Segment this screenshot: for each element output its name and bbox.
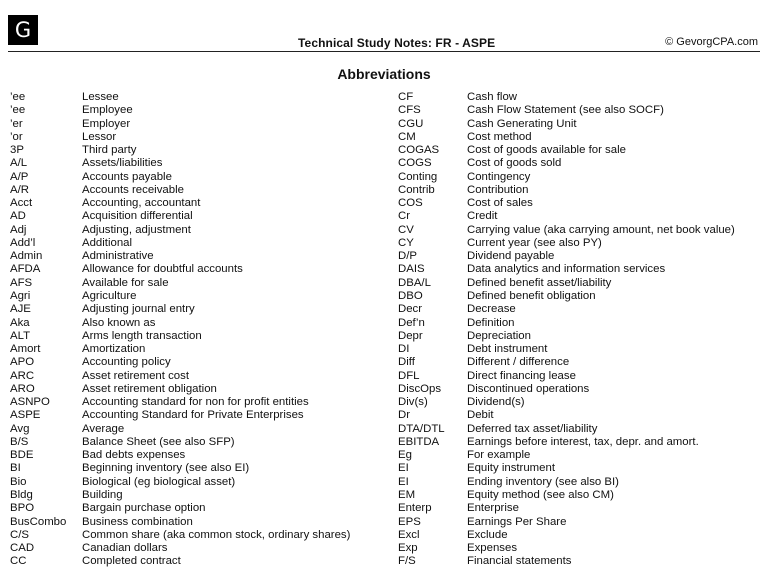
abbreviation-term: Admin	[10, 250, 43, 263]
abbreviation-term: Bldg	[10, 488, 33, 501]
abbreviation-term: AFDA	[10, 263, 41, 276]
abbreviation-row	[398, 91, 763, 104]
abbreviation-row	[10, 131, 380, 144]
abbreviation-definition: Asset retirement obligation	[82, 382, 217, 395]
abbreviation-row	[10, 277, 380, 290]
abbreviation-term: AD	[10, 210, 26, 223]
abbreviation-row	[10, 210, 380, 223]
abbreviation-term: ARC	[10, 369, 35, 382]
abbreviation-row	[398, 303, 763, 316]
abbreviation-row	[10, 370, 380, 383]
abbreviation-definition: Current year (see also PY)	[467, 236, 602, 249]
abbreviation-term: Adj	[10, 223, 27, 236]
abbreviation-row	[398, 502, 763, 515]
abbreviation-definition: Dividend payable	[467, 250, 555, 263]
abbreviation-term: DAIS	[398, 263, 425, 276]
header-divider	[8, 51, 760, 52]
abbreviation-row	[10, 476, 380, 489]
abbreviation-term: ALT	[10, 329, 31, 342]
abbreviation-term: A/P	[10, 170, 29, 183]
abbreviation-row	[10, 263, 380, 276]
abbreviation-definition: Accounting policy	[82, 356, 171, 369]
abbreviation-term: DFL	[398, 369, 420, 382]
abbreviation-row	[10, 224, 380, 237]
abbreviation-term: Avg	[10, 422, 30, 435]
abbreviation-term: BusCombo	[10, 515, 67, 528]
abbreviation-definition: Cost method	[467, 130, 532, 143]
abbreviation-row	[398, 436, 763, 449]
abbreviation-term: 3P	[10, 144, 24, 157]
abbreviation-definition: Earnings before interest, tax, depr. and amort.	[467, 435, 699, 448]
abbreviation-term: CC	[10, 555, 27, 568]
abbreviation-row	[398, 104, 763, 117]
abbreviation-row	[10, 423, 380, 436]
abbreviation-definition: Employer	[82, 117, 131, 130]
abbreviation-term: Agri	[10, 289, 31, 302]
abbreviation-row	[10, 171, 380, 184]
abbreviation-term: EI	[398, 475, 409, 488]
abbreviation-definition: Biological (eg biological asset)	[82, 475, 236, 488]
abbreviation-definition: Cash Generating Unit	[467, 117, 577, 130]
abbreviation-row	[398, 343, 763, 356]
abbreviation-term: BPO	[10, 502, 35, 515]
abbreviations-column-right	[398, 91, 763, 569]
abbreviation-definition: Arms length transaction	[82, 329, 202, 342]
abbreviation-term: Add’l	[10, 236, 36, 249]
abbreviation-definition: Bad debts expenses	[82, 449, 186, 462]
abbreviation-term: BDE	[10, 449, 34, 462]
abbreviation-definition: Lessor	[82, 130, 117, 143]
abbreviation-definition: Discontinued operations	[467, 382, 590, 395]
abbreviation-definition: Common share (aka common stock, ordinary shares)	[82, 528, 351, 541]
abbreviation-definition: Business combination	[82, 515, 193, 528]
abbreviation-definition: Cash Flow Statement (see also SOCF)	[467, 104, 664, 117]
abbreviation-definition: Building	[82, 488, 123, 501]
abbreviation-row	[10, 356, 380, 369]
abbreviation-row	[10, 330, 380, 343]
abbreviation-term: ’or	[10, 130, 23, 143]
abbreviation-term: B/S	[10, 435, 29, 448]
abbreviation-row	[398, 396, 763, 409]
abbreviation-definition: Carrying value (aka carrying amount, net book value)	[467, 223, 735, 236]
abbreviation-row	[398, 224, 763, 237]
abbreviation-term: BI	[10, 462, 21, 475]
abbreviation-row	[398, 383, 763, 396]
abbreviation-row	[398, 197, 763, 210]
abbreviation-term: DI	[398, 343, 410, 356]
abbreviation-row	[398, 542, 763, 555]
abbreviation-definition: Expenses	[467, 542, 518, 555]
abbreviation-term: Decr	[398, 303, 423, 316]
abbreviation-row	[398, 489, 763, 502]
abbreviation-definition: Cost of goods sold	[467, 157, 562, 170]
abbreviation-definition: Ending inventory (see also BI)	[467, 475, 619, 488]
abbreviation-definition: Defined benefit obligation	[467, 289, 596, 302]
abbreviation-definition: Accounting Standard for Private Enterprises	[82, 409, 304, 422]
abbreviation-term: CV	[398, 223, 414, 236]
abbreviation-row	[10, 104, 380, 117]
abbreviation-row	[398, 462, 763, 475]
abbreviation-definition: Accounting standard for non for profit entities	[82, 396, 309, 409]
abbreviation-row	[10, 91, 380, 104]
abbreviation-definition: Financial statements	[467, 555, 572, 568]
abbreviation-definition: Debit	[467, 409, 494, 422]
abbreviation-term: DBO	[398, 289, 423, 302]
abbreviation-definition: Average	[82, 422, 125, 435]
abbreviation-row	[10, 396, 380, 409]
abbreviation-term: A/L	[10, 157, 28, 170]
abbreviation-row	[398, 423, 763, 436]
abbreviation-definition: Deferred tax asset/liability	[467, 422, 598, 435]
abbreviation-term: CGU	[398, 117, 424, 130]
abbreviation-row	[10, 290, 380, 303]
abbreviation-row	[10, 317, 380, 330]
abbreviation-definition: Direct financing lease	[467, 369, 576, 382]
abbreviation-row	[398, 356, 763, 369]
section-title: Abbreviations	[337, 66, 431, 82]
abbreviation-row	[398, 290, 763, 303]
abbreviation-definition: Canadian dollars	[82, 542, 168, 555]
abbreviation-definition: Balance Sheet (see also SFP)	[82, 435, 235, 448]
abbreviation-definition: Agriculture	[82, 289, 137, 302]
abbreviation-definition: Different / difference	[467, 356, 570, 369]
abbreviation-definition: Accounting, accountant	[82, 197, 201, 210]
abbreviation-row	[398, 409, 763, 422]
abbreviation-term: CFS	[398, 104, 421, 117]
abbreviation-row	[10, 462, 380, 475]
abbreviation-row	[10, 502, 380, 515]
abbreviation-definition: Credit	[467, 210, 498, 223]
abbreviation-term: Contrib	[398, 183, 435, 196]
abbreviation-definition: Cash flow	[467, 91, 518, 103]
abbreviation-term: D/P	[398, 250, 417, 263]
abbreviation-term: F/S	[398, 555, 416, 568]
abbreviation-term: CF	[398, 91, 414, 103]
abbreviation-definition: Employee	[82, 104, 133, 117]
abbreviation-term: Amort	[10, 343, 41, 356]
abbreviation-term: Enterp	[398, 502, 432, 515]
abbreviation-term: Depr	[398, 329, 423, 342]
abbreviation-row	[10, 409, 380, 422]
abbreviation-row	[10, 383, 380, 396]
abbreviation-term: EI	[398, 462, 409, 475]
copyright-notice: © GevorgCPA.com	[665, 36, 758, 48]
abbreviation-definition: Contingency	[467, 170, 531, 183]
abbreviation-term: A/R	[10, 183, 29, 196]
abbreviation-term: Acct	[10, 197, 33, 210]
document-title: Technical Study Notes: FR - ASPE	[298, 36, 496, 50]
abbreviation-term: APO	[10, 356, 35, 369]
abbreviation-term: ’ee	[10, 91, 26, 103]
abbreviation-term: AJE	[10, 303, 31, 316]
logo-letter: G	[14, 18, 32, 42]
abbreviation-term: Diff	[398, 356, 415, 369]
abbreviation-row	[10, 489, 380, 502]
abbreviation-definition: Adjusting, adjustment	[82, 223, 191, 236]
abbreviation-definition: Bargain purchase option	[82, 502, 206, 515]
abbreviation-row	[10, 118, 380, 131]
abbreviation-term: COS	[398, 197, 423, 210]
abbreviation-row	[10, 516, 380, 529]
abbreviation-term: COGAS	[398, 144, 440, 157]
abbreviation-row	[398, 277, 763, 290]
abbreviation-term: EPS	[398, 515, 421, 528]
abbreviation-term: Eg	[398, 449, 412, 462]
abbreviation-definition: Exclude	[467, 528, 508, 541]
gevorg-logo	[8, 15, 38, 45]
abbreviation-definition: Earnings Per Share	[467, 515, 567, 528]
abbreviation-definition: Additional	[82, 236, 133, 249]
abbreviation-row	[398, 263, 763, 276]
abbreviation-row	[398, 330, 763, 343]
abbreviation-row	[398, 370, 763, 383]
abbreviation-definition: Third party	[82, 144, 137, 157]
abbreviation-row	[10, 542, 380, 555]
abbreviation-term: ASNPO	[10, 396, 50, 409]
abbreviation-definition: Beginning inventory (see also EI)	[82, 462, 250, 475]
abbreviation-row	[10, 436, 380, 449]
abbreviation-definition: Contribution	[467, 183, 529, 196]
abbreviation-row	[398, 118, 763, 131]
abbreviation-definition: Assets/liabilities	[82, 157, 163, 170]
abbreviation-term: Dr	[398, 409, 411, 422]
abbreviation-term: Cr	[398, 210, 411, 223]
abbreviation-row	[10, 237, 380, 250]
abbreviation-row	[10, 303, 380, 316]
abbreviation-row	[398, 144, 763, 157]
abbreviation-definition: Decrease	[467, 303, 516, 316]
abbreviation-definition: Administrative	[82, 250, 154, 263]
abbreviation-row	[10, 529, 380, 542]
abbreviation-row	[398, 237, 763, 250]
abbreviation-row	[398, 555, 763, 568]
abbreviation-row	[10, 157, 380, 170]
abbreviation-definition: Dividend(s)	[467, 396, 525, 409]
abbreviation-row	[10, 555, 380, 568]
abbreviation-definition: Accounts payable	[82, 170, 172, 183]
abbreviation-row	[10, 184, 380, 197]
abbreviation-term: DBA/L	[398, 276, 431, 289]
abbreviation-definition: Also known as	[82, 316, 156, 329]
abbreviation-row	[10, 250, 380, 263]
abbreviation-definition: Lessee	[82, 91, 119, 103]
abbreviation-definition: Enterprise	[467, 502, 519, 515]
abbreviation-definition: Acquisition differential	[82, 210, 193, 223]
abbreviation-definition: Depreciation	[467, 329, 531, 342]
abbreviation-term: DTA/DTL	[398, 422, 445, 435]
abbreviation-definition: Completed contract	[82, 555, 181, 568]
abbreviation-term: ’ee	[10, 104, 26, 117]
abbreviation-row	[398, 171, 763, 184]
abbreviation-term: ASPE	[10, 409, 41, 422]
abbreviation-definition: Definition	[467, 316, 515, 329]
abbreviation-row	[398, 210, 763, 223]
abbreviation-term: Bio	[10, 475, 27, 488]
abbreviation-term: Div(s)	[398, 396, 428, 409]
abbreviation-term: Aka	[10, 316, 30, 329]
abbreviation-definition: Asset retirement cost	[82, 369, 189, 382]
abbreviation-term: C/S	[10, 528, 29, 541]
abbreviation-term: DiscOps	[398, 382, 442, 395]
abbreviation-term: CY	[398, 236, 414, 249]
abbreviation-row	[10, 197, 380, 210]
abbreviation-row	[10, 449, 380, 462]
abbreviation-definition: Data analytics and information services	[467, 263, 666, 276]
abbreviation-definition: Cost of sales	[467, 197, 533, 210]
abbreviation-term: Def’n	[398, 316, 425, 329]
abbreviation-definition: Equity method (see also CM)	[467, 488, 614, 501]
abbreviation-row	[398, 131, 763, 144]
abbreviation-term: Excl	[398, 528, 420, 541]
abbreviation-row	[398, 516, 763, 529]
abbreviation-row	[398, 250, 763, 263]
abbreviation-definition: Cost of goods available for sale	[467, 144, 626, 157]
abbreviation-row	[398, 157, 763, 170]
abbreviation-definition: Defined benefit asset/liability	[467, 276, 612, 289]
abbreviation-term: ’er	[10, 117, 23, 130]
abbreviation-row	[10, 343, 380, 356]
abbreviation-definition: Debt instrument	[467, 343, 548, 356]
abbreviation-definition: Allowance for doubtful accounts	[82, 263, 243, 276]
abbreviation-term: Conting	[398, 170, 438, 183]
abbreviation-row	[398, 529, 763, 542]
abbreviation-term: Exp	[398, 542, 418, 555]
abbreviation-definition: Adjusting journal entry	[82, 303, 195, 316]
abbreviation-definition: Accounts receivable	[82, 183, 184, 196]
abbreviation-term: CM	[398, 130, 416, 143]
abbreviations-column-left	[10, 91, 380, 569]
abbreviation-term: EBITDA	[398, 435, 440, 448]
abbreviation-row	[398, 317, 763, 330]
abbreviation-definition: Available for sale	[82, 276, 169, 289]
abbreviation-term: EM	[398, 488, 416, 501]
abbreviation-definition: Amortization	[82, 343, 146, 356]
abbreviation-term: CAD	[10, 542, 35, 555]
abbreviation-row	[398, 184, 763, 197]
abbreviation-row	[398, 476, 763, 489]
abbreviation-row	[398, 449, 763, 462]
abbreviation-row	[10, 144, 380, 157]
abbreviation-term: COGS	[398, 157, 432, 170]
abbreviation-term: AFS	[10, 276, 33, 289]
abbreviation-definition: Equity instrument	[467, 462, 555, 475]
abbreviation-term: ARO	[10, 382, 35, 395]
abbreviation-definition: For example	[467, 449, 531, 462]
